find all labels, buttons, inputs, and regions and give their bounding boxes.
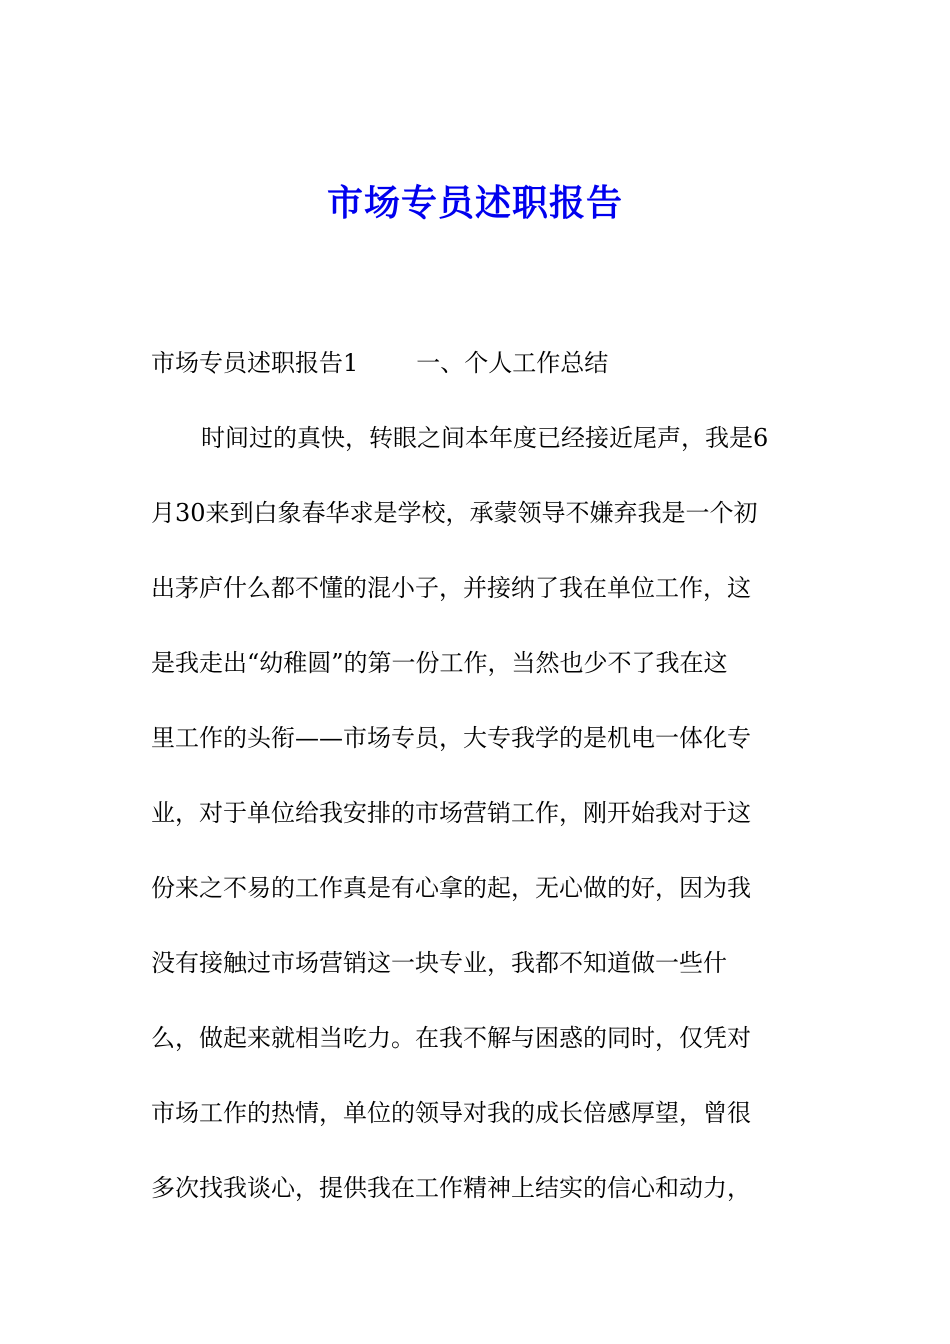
section-heading-line [151,326,811,401]
paragraph-line: 出茅庐什么都不懂的混小子，并接纳了我在单位工作，这 [151,574,751,602]
paragraph-line: 月30来到白象春华求是学校，承蒙领导不嫌弃我是一个初 [151,499,758,527]
document-body [151,326,811,1226]
paragraph-line: 多次找我谈心，提供我在工作精神上结实的信心和动力， [151,1174,751,1202]
paragraph-line: 份来之不易的工作真是有心拿的起，无心做的好，因为我 [151,874,751,902]
paragraph-line: 没有接触过市场营销这一块专业，我都不知道做一些什 [151,949,727,977]
document-title: 市场专员述职报告 [326,182,623,224]
paragraph-line: 市场工作的热情，单位的领导对我的成长倍感厚望，曾很 [151,1099,751,1127]
report-number-label: 市场专员述职报告1 [151,349,359,377]
section-heading: 一、个人工作总结 [416,349,609,377]
paragraph-line: 时间过的真快，转眼之间本年度已经接近尾声，我是6 [201,424,769,452]
paragraph-line: 是我走出“幼稚圆”的第一份工作，当然也少不了我在这 [151,649,728,677]
paragraph-line: 里工作的头衔——市场专员，大专我学的是机电一体化专 [151,724,751,752]
paragraph-line: 么，做起来就相当吃力。在我不解与困惑的同时，仅凭对 [151,1024,751,1052]
paragraph-line: 业，对于单位给我安排的市场营销工作，刚开始我对于这 [151,799,751,827]
